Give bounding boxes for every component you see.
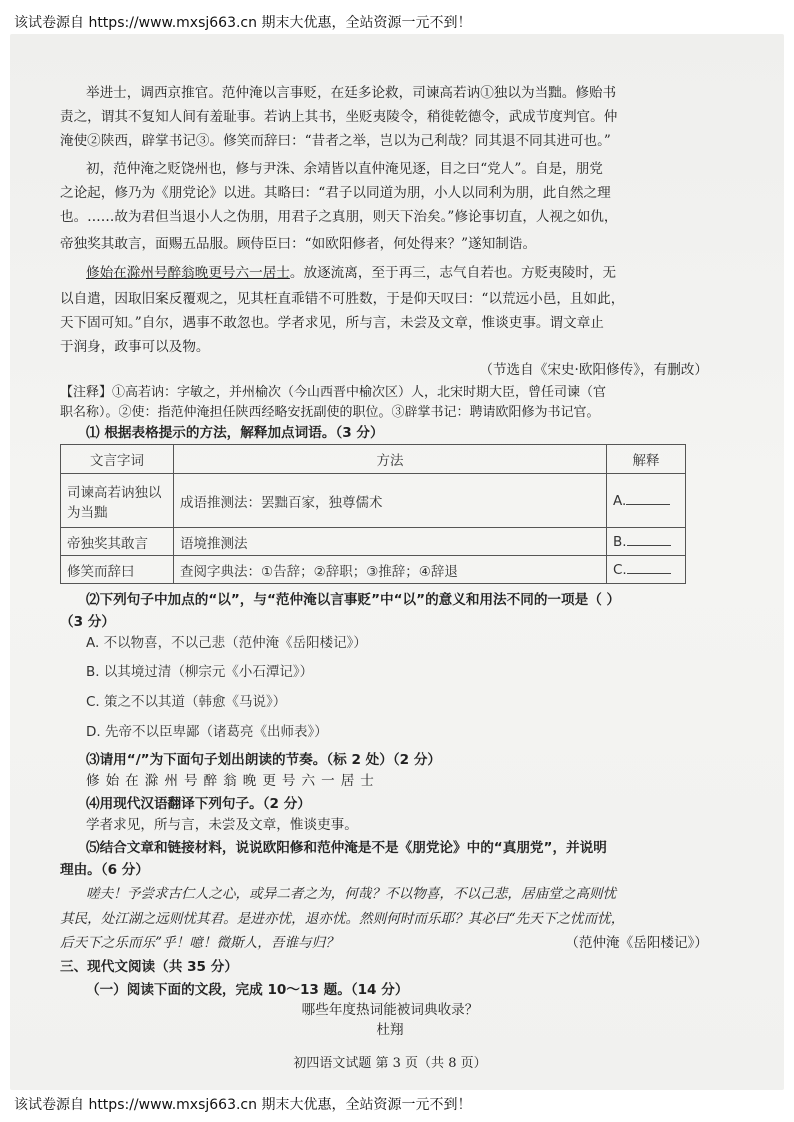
method-table: [60, 444, 686, 584]
page-footer: 初四语文试题 第 3 页（共 8 页）: [293, 1056, 487, 1071]
question-3-sentence: 修始在滁州号醉翁晚更号六一居士: [86, 773, 380, 789]
passage-line: 也。……故为君但当退小人之伪朋，用君子之真朋，则天下治矣。”修论事切直，人视之如仇，: [60, 209, 618, 225]
table-cell-word: 司谏高若讷独以为当黜: [61, 474, 174, 528]
passage-line: 举进士，调西京推官。范仲淹以言事贬，在廷多论救，司谏高若讷①独以为当黜。修贻书: [86, 85, 617, 101]
question-1: ⑴ 根据表格提示的方法，解释加点词语。（3 分）: [86, 425, 384, 441]
link-material-line: 其民，处江湖之远则忧其君。是进亦忧，退亦忧。然则何时而乐耶？其必曰“先天下之忧而忧，: [60, 911, 625, 927]
option-a[interactable]: A. 不以物喜，不以己悲（范仲淹《岳阳楼记》）: [86, 635, 367, 651]
table-cell-method: 成语推测法：罢黜百家，独尊儒术: [174, 474, 607, 528]
question-4-sentence: 学者求见，所与言，未尝及文章，惟谈吏事。: [86, 817, 358, 833]
passage-line: 之论起，修乃为《朋党论》以进。其略曰：“君子以同道为朋，小人以同利为朋，此自然之理: [60, 185, 611, 201]
passage-line: 天下固可知。”自尔，遇事不敢忽也。学者求见，所与言，未尝及文章，惟谈吏事。谓文章止: [60, 315, 604, 331]
question-5-score: 理由。（6 分）: [60, 862, 149, 878]
question-2-score: （3 分）: [60, 614, 115, 630]
link-material-source: （范仲淹《岳阳楼记》）: [565, 935, 708, 951]
notes-line: 【注释】①高若讷：字敏之，并州榆次（今山西晋中榆次区）人，北宋时期大臣，曾任司谏（官: [60, 385, 607, 400]
option-d[interactable]: D. 先帝不以臣卑鄙（诸葛亮《出师表》）: [86, 724, 328, 740]
answer-blank[interactable]: [627, 561, 671, 574]
answer-label: B.: [613, 534, 627, 550]
option-b[interactable]: B. 以其境过清（柳宗元《小石潭记》）: [86, 664, 314, 680]
passage-line: 以自遣，因取旧案反覆观之，见其枉直乖错不可胜数，于是仰天叹曰：“以荒远小邑，且如此，: [60, 291, 625, 307]
answer-blank[interactable]: [626, 492, 670, 505]
passage-line: 帝独奖其敢言，面赐五品服。顾侍臣曰：“如欧阳修者，何处得来？”遂知制诰。: [60, 236, 537, 252]
question-5: ⑸结合文章和链接材料，说说欧阳修和范仲淹是不是《朋党论》中的“真朋党”，并说明: [86, 840, 607, 856]
source-banner-top[interactable]: 该试卷源自 https://www.mxsj663.cn 期末大优惠，全站资源一元不到！: [14, 15, 472, 31]
answer-label: C.: [613, 562, 627, 578]
answer-blank[interactable]: [627, 533, 671, 546]
table-header: 文言字词: [61, 445, 174, 474]
article-title: 哪些年度热词能被词典收录？: [301, 1002, 479, 1018]
table-cell-word: 修笑而辞曰: [61, 556, 174, 584]
question-3: ⑶请用“/”为下面句子划出朗读的节奏。（标 2 处）（2 分）: [86, 752, 442, 768]
passage-line: 于润身，政事可以及物。: [60, 339, 210, 355]
passage-line-rest: 。放逐流离，至于再三，志气自若也。方贬夷陵时，无: [289, 265, 617, 281]
passage-line: 淹使②陕西，辟掌书记③。修笑而辞曰：“昔者之举，岂以为己利哉？同其退不同其进可也。”: [60, 133, 611, 149]
table-header: 方法: [174, 445, 607, 474]
table-cell-answer[interactable]: [607, 474, 686, 528]
link-material-line: 后天下之乐而乐”乎！噫！微斯人，吾谁与归？: [60, 935, 339, 951]
article-author: 杜翔: [376, 1022, 404, 1038]
answer-label: A.: [613, 493, 627, 509]
table-cell-answer[interactable]: [607, 528, 686, 556]
table-cell-method: 语境推测法: [174, 528, 607, 556]
table-cell-word: 帝独奖其敢言: [61, 528, 174, 556]
source-banner-bottom[interactable]: 该试卷源自 https://www.mxsj663.cn 期末大优惠，全站资源一元不到！: [14, 1097, 472, 1113]
table-cell-answer[interactable]: [607, 556, 686, 584]
passage-line: 责之，谓其不复知人间有羞耻事。若讷上其书，坐贬夷陵令，稍徙乾德令，武成节度判官。仲: [60, 109, 618, 125]
option-c[interactable]: C. 策之不以其道（韩愈《马说》）: [86, 694, 287, 710]
subsection-heading: （一）阅读下面的文段，完成 10～13 题。（14 分）: [86, 982, 409, 998]
passage-source: （节选自《宋史·欧阳修传》，有删改）: [479, 362, 708, 378]
notes-line: 职名称）。②使：指范仲淹担任陕西经略安抚副使的职位。③辟掌书记：聘请欧阳修为书记官。: [60, 405, 600, 420]
link-material-line: 嗟夫！予尝求古仁人之心，或异二者之为，何哉？不以物喜，不以己悲，居庙堂之高则忧: [86, 886, 617, 902]
question-4: ⑷用现代汉语翻译下列句子。（2 分）: [86, 796, 311, 812]
passage-line: 初，范仲淹之贬饶州也，修与尹洙、余靖皆以直仲淹见逐，目之曰“党人”。自是，朋党: [86, 161, 603, 177]
section-heading: 三、现代文阅读（共 35 分）: [60, 959, 238, 975]
table-cell-method: 查阅字典法：①告辞；②辞职；③推辞；④辞退: [174, 556, 607, 584]
passage-line: [86, 263, 746, 283]
table-header: 解释: [607, 445, 686, 474]
question-2: ⑵下列句子中加点的“以”，与“范仲淹以言事贬”中“以”的意义和用法不同的一项是（ ）: [86, 592, 621, 608]
underlined-sentence: 修始在滁州号醉翁晚更号六一居士: [86, 265, 290, 281]
